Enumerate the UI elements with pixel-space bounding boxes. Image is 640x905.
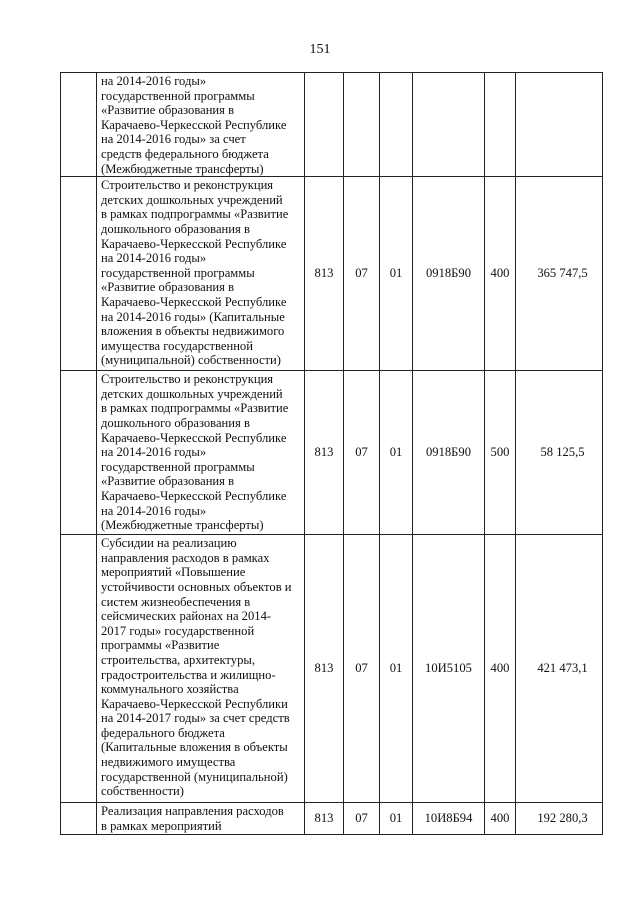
subsection-cell [380,73,413,177]
target-article-cell: 10И5105 [413,535,485,803]
expense-type-cell: 400 [485,177,516,371]
row-number-cell [61,73,97,177]
description-cell: Субсидии на реализацию направления расходов в рамках мероприятий «Повышение устойчивости основных объектов и систем жизнеобеспечения в сейсмических районах на 2014- 2017 годы» государственной программы «Развитие строительства, архитектуры, градостроительства и жилищно- коммунального хозяйства Карачаево-Черкесской Республики на 2014-2017 годы» за счет средств федерального бюджета (Капитальные вложения в объекты недвижимого имущества государственной (муниципальной) собственности) [97,535,305,803]
description-cell: Реализация направления расходов в рамках мероприятий [97,803,305,835]
table-row [61,371,603,535]
subsection-cell: 01 [380,177,413,371]
amount-cell: 58 125,5 [516,371,603,535]
target-article-cell: 10И8Б94 [413,803,485,835]
row-number-cell [61,177,97,371]
expense-type-cell: 400 [485,803,516,835]
section-cell: 07 [344,803,380,835]
table-row [61,73,603,177]
description-cell: на 2014-2016 годы» государственной программы «Развитие образования в Карачаево-Черкесской Республике на 2014-2016 годы» за счет средств федерального бюджета (Межбюджетные трансферты) [97,73,305,177]
amount-cell: 365 747,5 [516,177,603,371]
row-number-cell [61,535,97,803]
ministry-cell: 813 [305,371,344,535]
description-cell: Строительство и реконструкция детских дошкольных учреждений в рамках подпрограммы «Развитие дошкольного образования в Карачаево-Черкесской Республике на 2014-2016 годы» государственной программы «Развитие образования в Карачаево-Черкесской Республике на 2014-2016 годы» (Капитальные вложения в объекты недвижимого имущества государственной (муниципальной) собственности) [97,177,305,371]
target-article-cell: 0918Б90 [413,371,485,535]
ministry-cell: 813 [305,803,344,835]
target-article-cell: 0918Б90 [413,177,485,371]
table-row [61,803,603,835]
section-cell: 07 [344,371,380,535]
section-cell: 07 [344,177,380,371]
row-number-cell [61,803,97,835]
ministry-cell: 813 [305,177,344,371]
row-number-cell [61,371,97,535]
section-cell: 07 [344,535,380,803]
table-row [61,535,603,803]
description-cell: Строительство и реконструкция детских дошкольных учреждений в рамках подпрограммы «Развитие дошкольного образования в Карачаево-Черкесской Республике на 2014-2016 годы» государственной программы «Развитие образования в Карачаево-Черкесской Республике на 2014-2016 годы» (Межбюджетные трансферты) [97,371,305,535]
subsection-cell: 01 [380,371,413,535]
amount-cell: 421 473,1 [516,535,603,803]
target-article-cell [413,73,485,177]
ministry-cell: 813 [305,535,344,803]
amount-cell [516,73,603,177]
subsection-cell: 01 [380,803,413,835]
amount-cell: 192 280,3 [516,803,603,835]
expense-type-cell [485,73,516,177]
table-row [61,177,603,371]
ministry-cell [305,73,344,177]
subsection-cell: 01 [380,535,413,803]
section-cell [344,73,380,177]
expense-type-cell: 400 [485,535,516,803]
page-number: 151 [309,42,331,57]
budget-table [60,72,603,835]
expense-type-cell: 500 [485,371,516,535]
